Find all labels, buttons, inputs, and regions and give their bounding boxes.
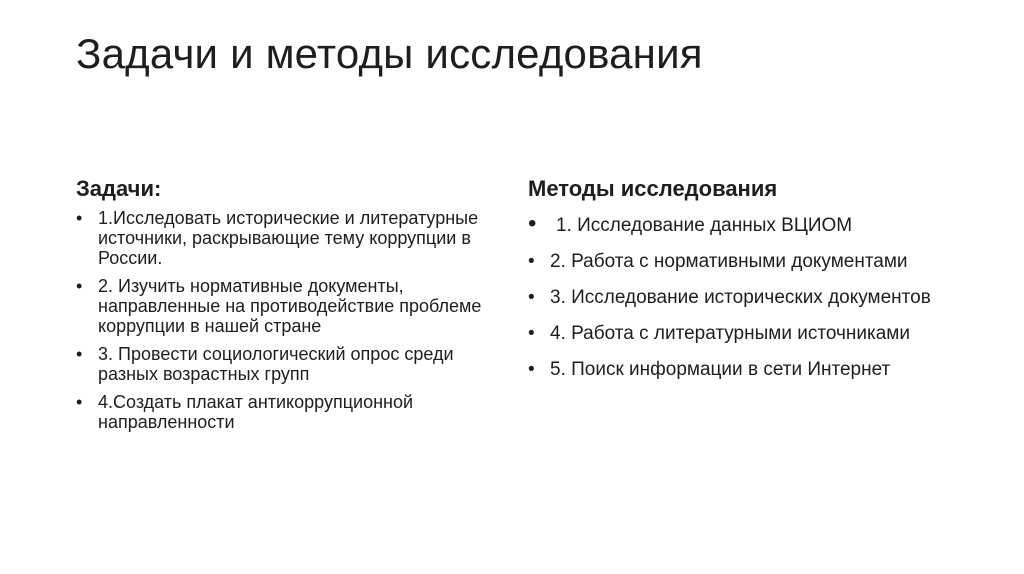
bullet-icon: • bbox=[76, 392, 83, 412]
bullet-icon: • bbox=[76, 208, 83, 228]
bullet-icon: • bbox=[76, 344, 83, 364]
list-item bbox=[528, 210, 968, 238]
list-item bbox=[76, 392, 496, 432]
bullet-icon: • bbox=[528, 359, 535, 380]
task-text: 2. Изучить нормативные документы, направленные на противодействие проблеме коррупции в нашей стране bbox=[98, 276, 482, 336]
list-item bbox=[528, 250, 968, 274]
bullet-icon: • bbox=[528, 251, 535, 272]
list-item bbox=[528, 322, 968, 346]
bullet-icon: • bbox=[528, 210, 537, 237]
slide-title: Задачи и методы исследования bbox=[76, 30, 703, 77]
task-text: 1.Исследовать исторические и литературные источники, раскрывающие тему коррупции в России. bbox=[98, 208, 479, 268]
task-text: 4.Создать плакат антикоррупционной направленности bbox=[98, 392, 414, 432]
bullet-icon: • bbox=[76, 276, 83, 296]
bullet-icon: • bbox=[528, 323, 535, 344]
methods-column bbox=[528, 176, 968, 394]
list-item bbox=[76, 344, 496, 384]
methods-list bbox=[528, 210, 968, 382]
methods-heading: Методы исследования bbox=[528, 176, 778, 201]
tasks-heading: Задачи: bbox=[76, 176, 162, 201]
list-item bbox=[76, 276, 496, 336]
list-item bbox=[528, 358, 968, 382]
tasks-column bbox=[76, 176, 496, 440]
list-item bbox=[528, 286, 968, 310]
bullet-icon: • bbox=[528, 287, 535, 308]
method-text: 1. Исследование данных ВЦИОМ bbox=[556, 215, 853, 236]
task-text: 3. Провести социологический опрос среди разных возрастных групп bbox=[98, 344, 454, 384]
method-text: 3. Исследование исторических документов bbox=[550, 287, 931, 308]
tasks-list bbox=[76, 208, 496, 432]
method-text: 5. Поиск информации в сети Интернет bbox=[550, 359, 891, 380]
method-text: 4. Работа с литературными источниками bbox=[550, 323, 910, 344]
method-text: 2. Работа с нормативными документами bbox=[550, 251, 908, 272]
list-item bbox=[76, 208, 496, 268]
